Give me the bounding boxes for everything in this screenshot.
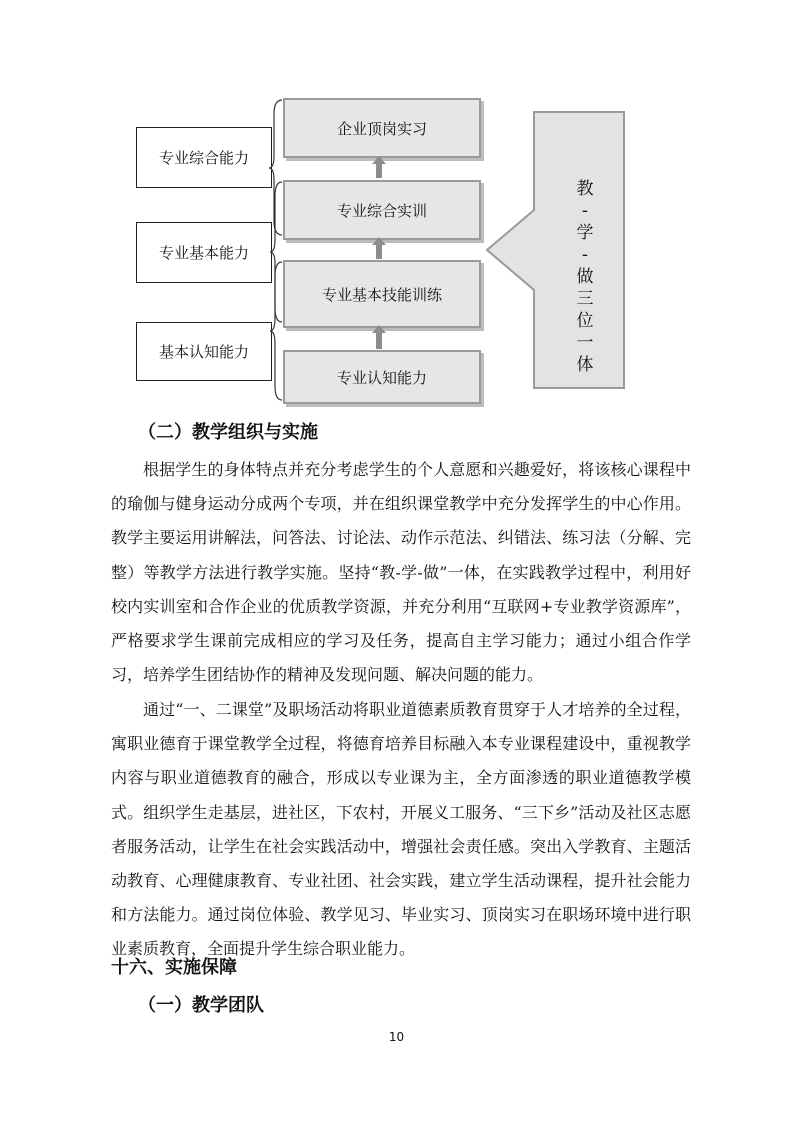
label-char: 一 bbox=[576, 333, 594, 353]
integration-label bbox=[565, 178, 605, 376]
paragraph: 根据学生的身体特点并充分考虑学生的个人意愿和兴趣爱好，将该核心课程中的瑜伽与健身运动分成两个专项，并在组织课堂教学中充分发挥学生的中心作用。教学主要运用讲解法，问答法、讨论法、动作示范法、纠错法、练习法（分解、完整）等教学方法进行教学实施。坚持“教-学-做”一体，在实践教学过程中，利用好校内实训室和合作企业的优质教学资源，并充分利用“互联网+专业教学资源库”，严格要求学生课前完成相应的学习及任务，提高自主学习能力；通过小组合作学习，培养学生团结协作的精神及发现问题、解决问题的能力。 bbox=[111, 460, 691, 685]
label-char: 教 bbox=[576, 179, 594, 199]
left-label-box: 专业基本能力 bbox=[136, 222, 272, 283]
stage-box: 专业综合实训 bbox=[283, 180, 481, 240]
label-char: 学 bbox=[576, 223, 594, 243]
label-char: 位 bbox=[576, 311, 594, 331]
label-char: 三 bbox=[576, 289, 594, 309]
subsection-heading: （一）教学团队 bbox=[138, 995, 264, 1016]
up-arrow-icon bbox=[372, 237, 386, 259]
label-char: 做 bbox=[576, 267, 594, 287]
left-label-box: 专业综合能力 bbox=[136, 127, 272, 188]
left-pointing-arrow-icon bbox=[484, 110, 629, 392]
up-arrow-icon bbox=[372, 156, 386, 178]
label-char: 体 bbox=[576, 355, 594, 375]
teaching-model-diagram bbox=[0, 0, 793, 420]
section-heading: 十六、实施保障 bbox=[111, 957, 237, 978]
paragraph: 通过“一、二课堂”及职场活动将职业道德素质教育贯穿于人才培养的全过程，寓职业德育于课堂教学全过程，将德育培养目标融入本专业课程建设中，重视教学内容与职业道德教育的融合，形成以专业课为主，全方面渗透的职业道德教学模式。组织学生走基层，进社区，下农村，开展义工服务、“三下乡”活动及社区志愿者服务活动，让学生在社会实践活动中，增强社会责任感。突出入学教育、主题活动教育、心理健康教育、专业社团、社会实践，建立学生活动课程，提升社会能力和方法能力。通过岗位体验、教学见习、毕业实习、顶岗实习在职场环境中进行职业素质教育，全面提升学生综合职业能力。 bbox=[111, 700, 691, 959]
section-heading: （二）教学组织与实施 bbox=[138, 422, 318, 443]
label-char: - bbox=[581, 245, 589, 265]
up-arrow-icon bbox=[372, 325, 386, 349]
stage-box: 企业顶岗实习 bbox=[283, 98, 481, 158]
label-char: - bbox=[581, 201, 589, 221]
left-label-box: 基本认知能力 bbox=[136, 322, 272, 381]
page-number: 10 bbox=[388, 1030, 405, 1044]
stage-box: 专业认知能力 bbox=[283, 350, 481, 404]
stage-box: 专业基本技能训练 bbox=[283, 260, 481, 328]
